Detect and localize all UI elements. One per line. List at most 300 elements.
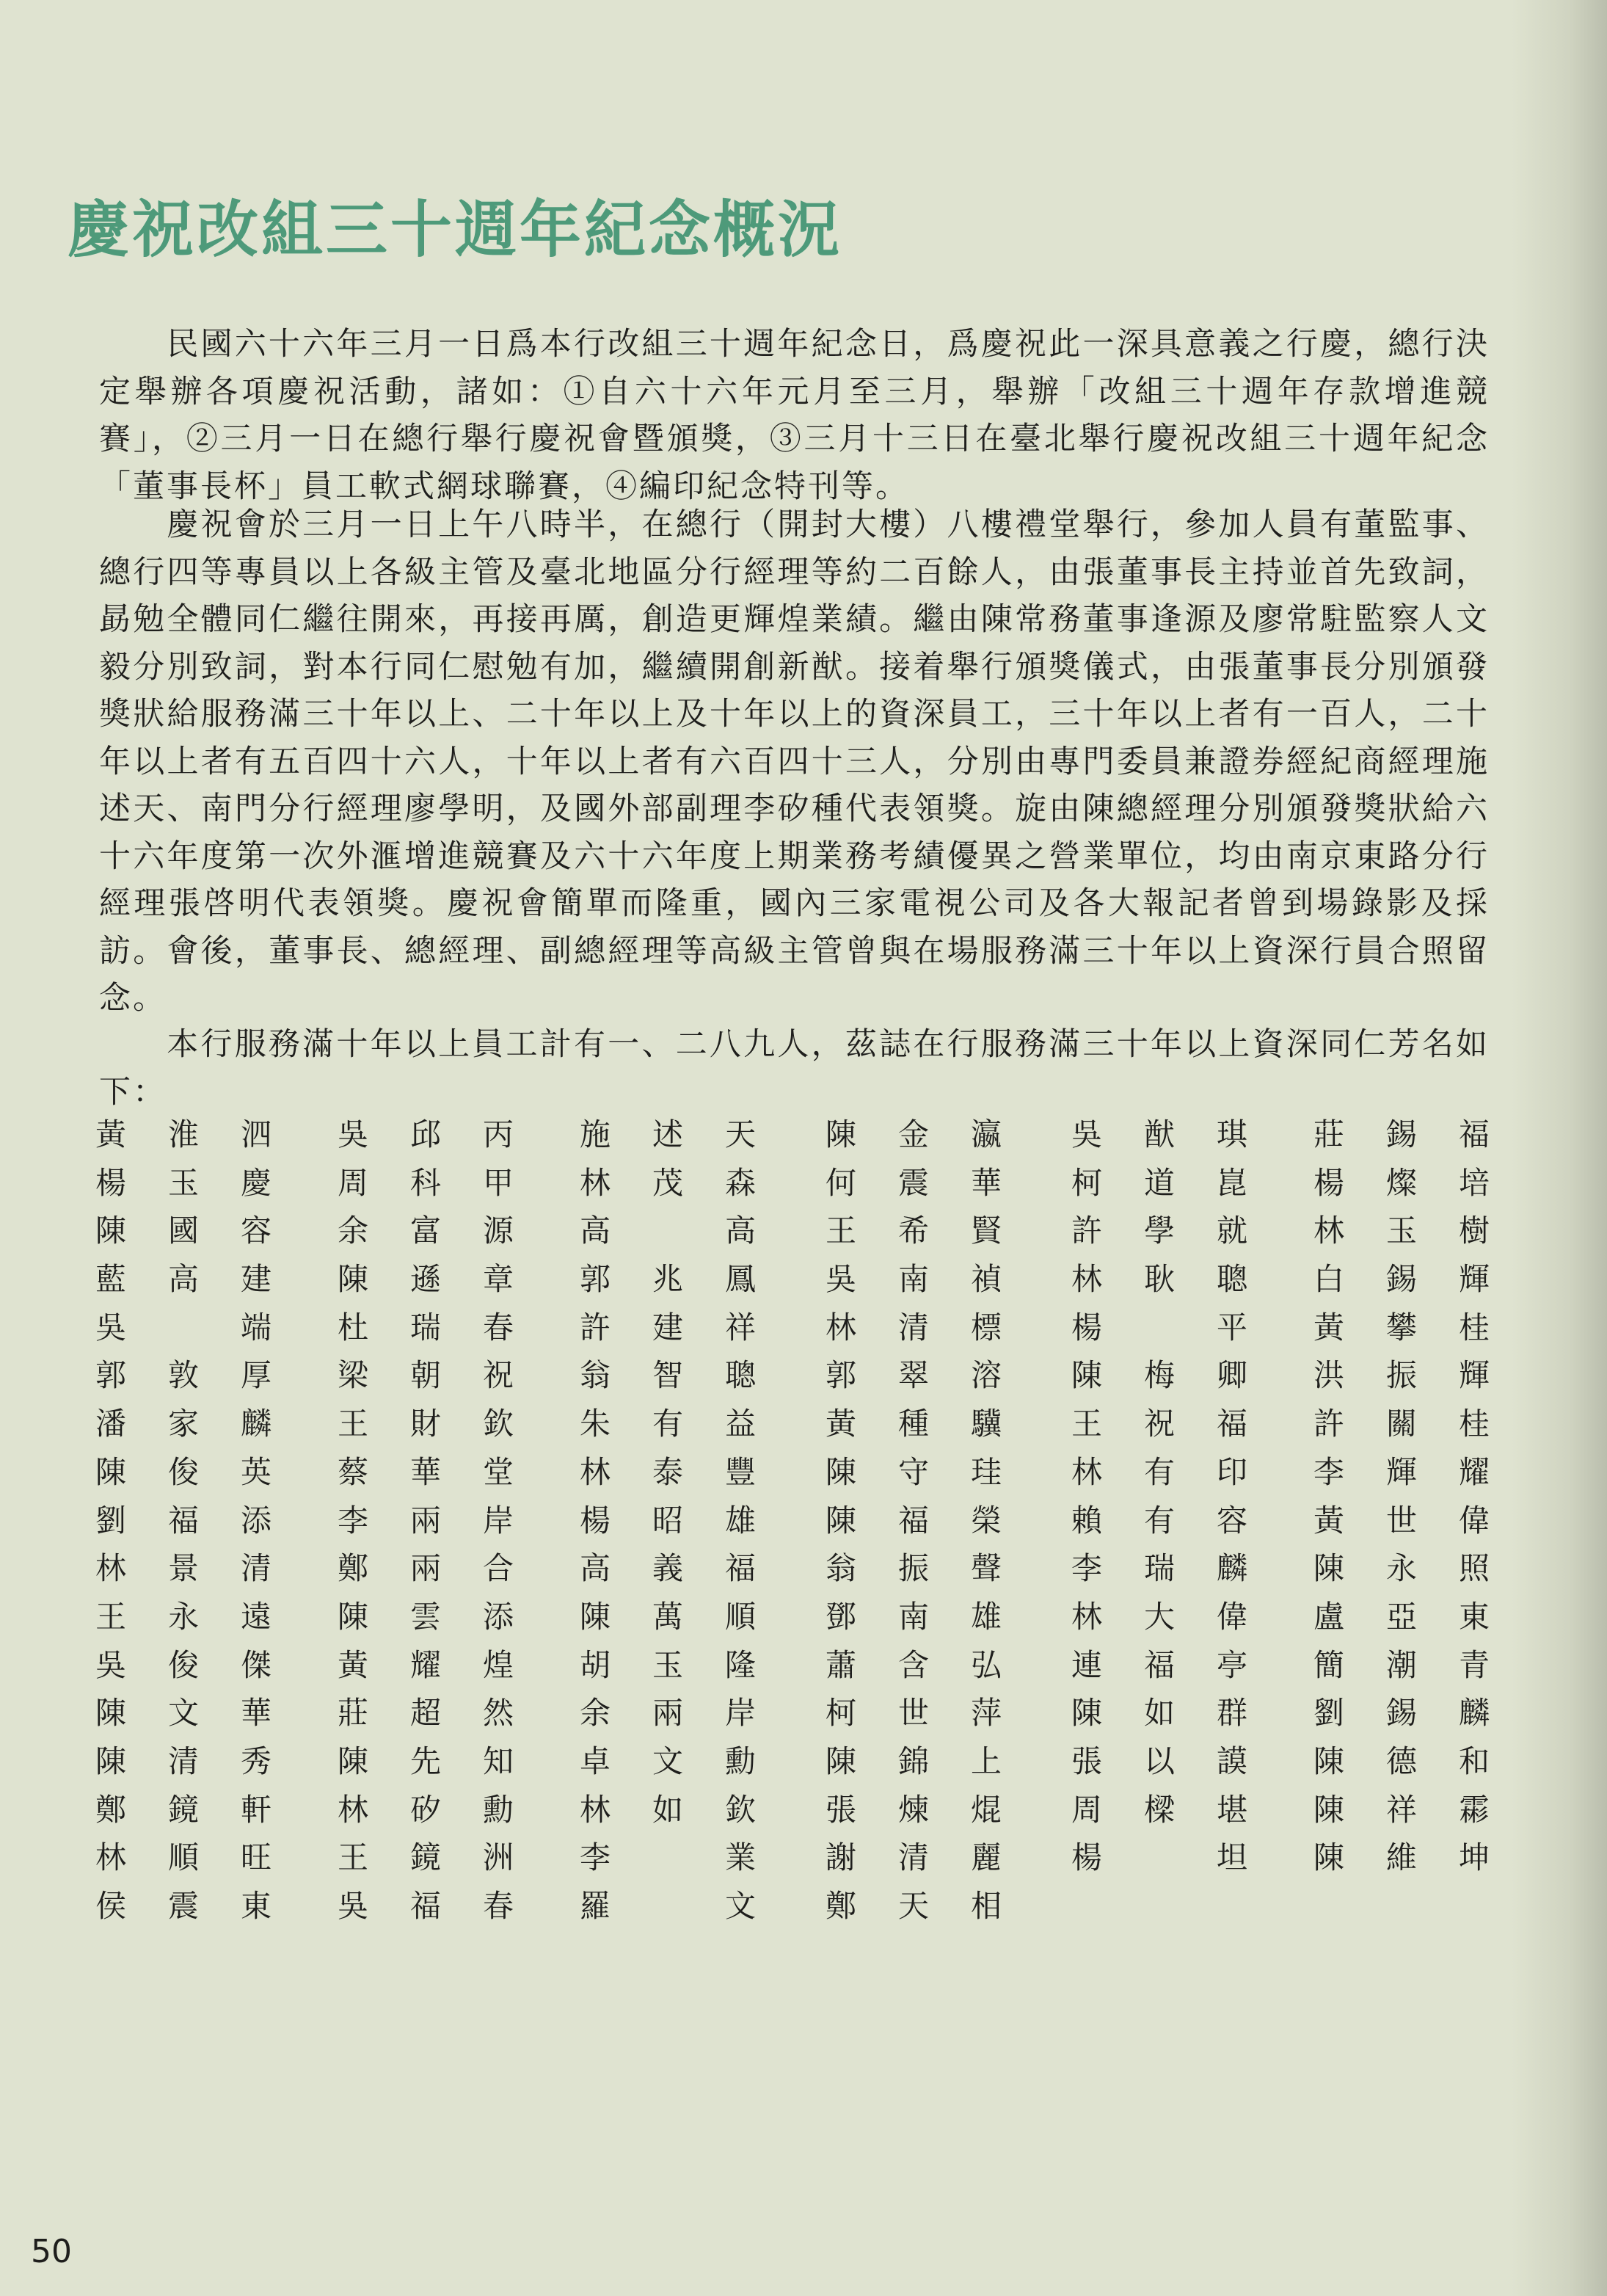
name-character: 南 [898,1598,930,1635]
name-character: 霦 [1459,1791,1490,1828]
name-character: 煉 [898,1791,930,1828]
name-entry [826,1689,1002,1737]
name-character: 林 [338,1791,369,1828]
name-character: 林 [580,1453,611,1490]
name-character: 希 [898,1213,930,1249]
name-character: 林 [95,1839,127,1876]
name-character: 洪 [1313,1357,1345,1394]
name-entry [580,1159,756,1207]
name-character: 堪 [1217,1791,1248,1828]
name-column [1313,1111,1490,1882]
name-character: 傑 [241,1646,272,1683]
name-entry [95,1689,272,1737]
name-character: 岸 [483,1502,514,1538]
name-character: 溶 [971,1357,1002,1394]
name-character: 勳 [483,1791,514,1828]
name-character: 祝 [1144,1406,1176,1442]
name-character: 蔡 [338,1453,369,1490]
name-character: 兩 [652,1695,684,1732]
name-entry [338,1304,514,1352]
name-character: 福 [725,1550,757,1587]
name-entry [95,1207,272,1255]
name-character: 琪 [1217,1116,1248,1152]
name-character: 軒 [241,1791,272,1828]
name-character: 洲 [483,1839,514,1876]
name-character: 堂 [483,1453,514,1490]
name-entry [580,1641,756,1690]
name-character: 矽 [410,1791,442,1828]
name-character: 坤 [1459,1839,1490,1876]
name-character: 學 [1144,1213,1176,1249]
name-character: 遜 [410,1261,442,1298]
name-character: 鳳 [725,1261,757,1298]
name-character [1144,1834,1175,1882]
name-character: 許 [1071,1213,1103,1249]
name-entry [580,1448,756,1497]
name-entry [1313,1351,1490,1400]
name-entry [580,1834,756,1882]
name-character: 桂 [1459,1309,1490,1345]
name-character: 先 [410,1743,442,1779]
name-entry [1071,1689,1247,1737]
name-entry [1071,1834,1247,1882]
name-character: 張 [826,1791,857,1828]
name-entry [580,1737,756,1786]
name-character: 昭 [652,1502,684,1538]
name-character: 燦 [1386,1164,1418,1201]
name-character: 煌 [483,1646,514,1683]
name-character: 兆 [652,1261,684,1298]
name-character: 然 [483,1695,514,1732]
name-entry [826,1882,1002,1930]
name-character: 福 [898,1502,930,1538]
name-character: 有 [1144,1453,1176,1490]
name-character: 世 [1386,1502,1418,1538]
name-character: 玉 [1386,1213,1418,1249]
name-character: 攀 [1386,1309,1418,1345]
name-character: 輝 [1459,1357,1490,1394]
name-character: 劉 [1313,1695,1345,1732]
name-character: 郭 [580,1261,611,1298]
name-character: 華 [410,1453,442,1490]
name-character: 種 [898,1406,930,1442]
name-entry [580,1497,756,1545]
name-entry [1071,1351,1247,1400]
name-character: 有 [652,1406,684,1442]
name-character: 謨 [1217,1743,1248,1779]
name-entry [580,1593,756,1641]
name-entry [338,1544,514,1593]
name-character: 源 [483,1213,514,1249]
name-character: 麟 [241,1406,272,1442]
name-character: 麗 [971,1839,1002,1876]
name-character: 雄 [725,1502,757,1538]
name-character: 福 [168,1502,200,1538]
name-character: 陳 [1313,1791,1345,1828]
name-entry [1071,1255,1247,1304]
name-entry [95,1737,272,1786]
name-entry [580,1304,756,1352]
name-column [1071,1111,1247,1882]
name-character: 林 [1071,1598,1103,1635]
name-character: 照 [1459,1550,1490,1587]
name-character [652,1834,683,1882]
name-character: 標 [971,1309,1002,1345]
name-character: 勳 [725,1743,757,1779]
name-character: 科 [410,1164,442,1201]
name-character: 印 [1217,1453,1248,1490]
name-character: 吳 [95,1309,127,1345]
name-character: 端 [241,1309,272,1345]
name-character: 森 [725,1164,757,1201]
name-character: 震 [168,1888,200,1924]
name-character: 楊 [1071,1839,1103,1876]
name-character: 華 [971,1164,1002,1201]
name-entry [1071,1448,1247,1497]
name-character: 就 [1217,1213,1248,1249]
name-character: 高 [168,1261,200,1298]
name-character: 梁 [338,1357,369,1394]
paragraph-1-text: 民國六十六年三月一日爲本行改組三十週年紀念日，爲慶祝此一深具意義之行慶，總行決定舉辦各項慶祝活動，諸如：①自六十六年元月至三月，舉辦「改組三十週年存款增進競賽」，②三月一日在總行舉行慶祝會暨頒獎，③三月十三日在臺北舉行慶祝改組三十週年紀念「董事長杯」員工軟式網球聯賽，④編印紀念特刊等。 [99,326,1490,505]
name-character: 英 [241,1453,272,1490]
name-character: 隆 [725,1646,757,1683]
name-character: 震 [898,1164,930,1201]
name-character: 有 [1144,1502,1176,1538]
name-entry [338,1689,514,1737]
name-character: 業 [725,1839,757,1876]
name-character: 清 [241,1550,272,1587]
paragraph-2 [99,501,1490,1022]
name-character: 耀 [1459,1453,1490,1490]
name-entry [1071,1544,1247,1593]
name-character: 清 [168,1743,200,1779]
name-character: 德 [1386,1743,1418,1779]
name-character: 陳 [1071,1695,1103,1732]
name-entry [1071,1304,1247,1352]
name-character: 輝 [1459,1261,1490,1298]
name-entry [826,1544,1002,1593]
name-entry [580,1689,756,1737]
name-character: 南 [898,1261,930,1298]
name-entry [338,1834,514,1882]
name-entry [338,1786,514,1834]
name-entry [1071,1400,1247,1448]
name-entry [95,1882,272,1930]
name-character: 吳 [95,1646,127,1683]
name-entry [826,1400,1002,1448]
name-character: 順 [725,1598,757,1635]
name-character: 超 [410,1695,442,1732]
name-character: 王 [338,1406,369,1442]
name-character: 智 [652,1357,684,1394]
name-entry [95,1834,272,1882]
name-character: 兩 [410,1550,442,1587]
name-character: 容 [241,1213,272,1249]
name-entry [95,1351,272,1400]
name-character: 泗 [241,1116,272,1152]
paragraph-3 [99,1021,1490,1116]
name-character: 林 [580,1791,611,1828]
name-entry [95,1111,272,1159]
name-entry [95,1255,272,1304]
name-entry [338,1207,514,1255]
name-character: 旺 [241,1839,272,1876]
name-character: 禎 [971,1261,1002,1298]
name-character: 偉 [1459,1502,1490,1538]
name-character: 卿 [1217,1357,1248,1394]
name-character: 郭 [95,1357,127,1394]
name-character: 文 [652,1743,684,1779]
name-character: 兩 [410,1502,442,1538]
name-character: 亞 [1386,1598,1418,1635]
name-character: 侯 [95,1888,127,1924]
name-character: 李 [580,1839,611,1876]
name-entry [826,1255,1002,1304]
name-character: 東 [241,1888,272,1924]
name-character: 章 [483,1261,514,1298]
name-entry [1313,1448,1490,1497]
name-entry [1071,1737,1247,1786]
name-entry [1071,1111,1247,1159]
name-character: 高 [725,1213,757,1249]
name-character: 雲 [410,1598,442,1635]
name-character: 瀛 [971,1116,1002,1152]
name-character: 吳 [826,1261,857,1298]
name-entry [580,1786,756,1834]
name-character: 淮 [168,1116,200,1152]
name-character: 祥 [1386,1791,1418,1828]
name-character: 王 [95,1598,127,1635]
name-character: 平 [1217,1309,1248,1345]
name-entry [580,1111,756,1159]
name-character: 天 [898,1888,930,1924]
name-entry [95,1400,272,1448]
name-character: 文 [168,1695,200,1732]
name-character: 吳 [338,1116,369,1152]
name-character: 道 [1144,1164,1176,1201]
name-character: 樑 [1144,1791,1176,1828]
name-character: 群 [1217,1695,1248,1732]
name-entry [95,1159,272,1207]
name-column [826,1111,1002,1930]
name-character: 厚 [241,1357,272,1394]
name-character: 林 [1071,1261,1103,1298]
name-character: 俊 [168,1646,200,1683]
name-character: 大 [1144,1598,1176,1635]
name-entry [580,1882,756,1930]
name-character: 振 [1386,1357,1418,1394]
name-character: 金 [898,1116,930,1152]
name-character: 陳 [826,1743,857,1779]
name-character: 余 [580,1695,611,1732]
page-title: 慶祝改組三十週年紀念概況 [68,194,843,266]
name-character: 林 [580,1164,611,1201]
name-entry [1071,1593,1247,1641]
name-character: 秀 [241,1743,272,1779]
name-character: 俊 [168,1453,200,1490]
name-entry [1313,1111,1490,1159]
name-character: 朝 [410,1357,442,1394]
name-character: 慶 [241,1164,272,1201]
name-entry [338,1351,514,1400]
name-character: 述 [652,1116,684,1152]
name-entry [826,1737,1002,1786]
name-character: 如 [652,1791,684,1828]
name-character: 陳 [95,1453,127,1490]
name-character: 榮 [971,1502,1002,1538]
name-character: 柯 [826,1695,857,1732]
name-character: 青 [1459,1646,1490,1683]
name-character: 天 [725,1116,757,1152]
name-character: 簡 [1313,1646,1345,1683]
page-edge-shadow [1512,0,1607,2296]
name-character: 陳 [338,1743,369,1779]
name-character: 余 [338,1213,369,1249]
name-character: 莊 [1313,1116,1345,1152]
name-character: 陳 [826,1502,857,1538]
name-character: 許 [580,1309,611,1345]
name-entry [826,1834,1002,1882]
name-character: 華 [241,1695,272,1732]
name-entry [338,1255,514,1304]
name-character: 聰 [1217,1261,1248,1298]
name-character: 錫 [1386,1116,1418,1152]
paragraph-2-text: 慶祝會於三月一日上午八時半，在總行（開封大樓）八樓禮堂舉行，參加人員有董監事、總行四等專員以上各級主管及臺北地區分行經理等約二百餘人，由張董事長主持並首先致詞，勗勉全體同仁繼往開來，再接再厲，創造更輝煌業績。繼由陳常務董事逢源及廖常駐監察人文毅分別致詞，對本行同仁慰勉有加，繼續開創新猷。接着舉行頒獎儀式，由張董事長分別頒發獎狀給服務滿三十年以上、二十年以上及十年以上的資深員工，三十年以上者有一百人，二十年以上者有五百四十六人，十年以上者有六百四十三人，分別由專門委員兼證券經紀商經理施述天、南門分行經理廖學明，及國外部副理李矽種代表領獎。旋由陳總經理分別頒發獎狀給六十六年度第一次外滙增進競賽及六十六年度上期業務考績優異之營業單位，均由南京東路分行經理張啓明代表領獎。慶祝會簡單而隆重，國內三家電視公司及各大報記者曾到場錄影及採訪。會後，董事長、總經理、副總經理等高級主管曾與在場服務滿三十年以上資深行員合照留念。 [99,506,1490,1017]
name-character: 桂 [1459,1406,1490,1442]
name-character: 施 [580,1116,611,1152]
name-entry [1313,1159,1490,1207]
name-character: 翠 [898,1357,930,1394]
name-character: 錦 [898,1743,930,1779]
name-entry [338,1641,514,1690]
name-entry [580,1255,756,1304]
name-entry [338,1737,514,1786]
name-entry [338,1159,514,1207]
name-character: 福 [1217,1406,1248,1442]
name-character: 焜 [971,1791,1002,1828]
name-character: 聰 [725,1357,757,1394]
name-character: 坦 [1217,1839,1248,1876]
name-character: 周 [338,1164,369,1201]
name-entry [1313,1544,1490,1593]
name-character: 鄭 [826,1888,857,1924]
name-character: 張 [1071,1743,1103,1779]
name-character: 羅 [580,1888,611,1924]
name-character: 添 [483,1598,514,1635]
name-character: 朱 [580,1406,611,1442]
name-entry [95,1786,272,1834]
name-entry [95,1304,272,1352]
name-entry [1313,1255,1490,1304]
name-character: 鄭 [95,1791,127,1828]
name-character: 含 [898,1646,930,1683]
name-character: 吳 [1071,1116,1103,1152]
name-character: 麟 [1459,1695,1490,1732]
name-column [580,1111,756,1930]
name-character: 遠 [241,1598,272,1635]
name-character: 白 [1313,1261,1345,1298]
name-character: 胡 [580,1646,611,1683]
name-character: 春 [483,1309,514,1345]
name-entry [1313,1834,1490,1882]
name-entry [95,1544,272,1593]
name-character: 振 [898,1550,930,1587]
name-character [1144,1304,1175,1352]
name-character: 和 [1459,1743,1490,1779]
name-entry [826,1641,1002,1690]
name-entry [826,1497,1002,1545]
name-character: 泰 [652,1453,684,1490]
name-entry [826,1593,1002,1641]
name-character: 黃 [338,1646,369,1683]
page-number: 50 [31,2233,72,2270]
name-entry [338,1882,514,1930]
name-entry [95,1641,272,1690]
name-character: 陳 [338,1598,369,1635]
name-entry [95,1497,272,1545]
name-character: 梅 [1144,1357,1176,1394]
name-column [338,1111,514,1930]
name-character: 建 [241,1261,272,1298]
name-character: 黃 [826,1406,857,1442]
name-character: 陳 [1313,1743,1345,1779]
name-character: 劉 [95,1502,127,1538]
name-character: 陳 [95,1743,127,1779]
name-entry [826,1351,1002,1400]
name-entry [580,1351,756,1400]
name-character: 關 [1386,1406,1418,1442]
name-character: 守 [898,1453,930,1490]
name-character: 李 [1313,1453,1345,1490]
name-character: 陳 [580,1598,611,1635]
name-entry [1313,1689,1490,1737]
name-character: 鏡 [168,1791,200,1828]
name-entry [826,1159,1002,1207]
name-character: 盧 [1313,1598,1345,1635]
name-character [168,1304,199,1352]
name-character: 驥 [971,1406,1002,1442]
name-character: 茂 [652,1164,684,1201]
name-character: 東 [1459,1598,1490,1635]
name-character: 杜 [338,1309,369,1345]
name-character: 錫 [1386,1695,1418,1732]
name-character: 陳 [338,1261,369,1298]
name-character: 偉 [1217,1598,1248,1635]
name-character: 黃 [1313,1502,1345,1538]
name-character: 瑞 [410,1309,442,1345]
name-character: 祝 [483,1357,514,1394]
name-character: 福 [410,1888,442,1924]
name-entry [338,1400,514,1448]
name-entry [1313,1641,1490,1690]
name-character: 王 [826,1213,857,1249]
name-character: 潮 [1386,1646,1418,1683]
name-character: 祥 [725,1309,757,1345]
name-character: 楊 [95,1164,127,1201]
name-character: 順 [168,1839,200,1876]
name-character: 錫 [1386,1261,1418,1298]
paragraph-1 [99,321,1490,510]
name-character: 王 [1071,1406,1103,1442]
name-character: 陳 [1313,1839,1345,1876]
name-entry [826,1304,1002,1352]
name-character: 李 [1071,1550,1103,1587]
name-character: 陳 [826,1116,857,1152]
name-character: 欽 [725,1791,757,1828]
name-character: 李 [338,1502,369,1538]
name-character: 卓 [580,1743,611,1779]
name-character: 永 [1386,1550,1418,1587]
